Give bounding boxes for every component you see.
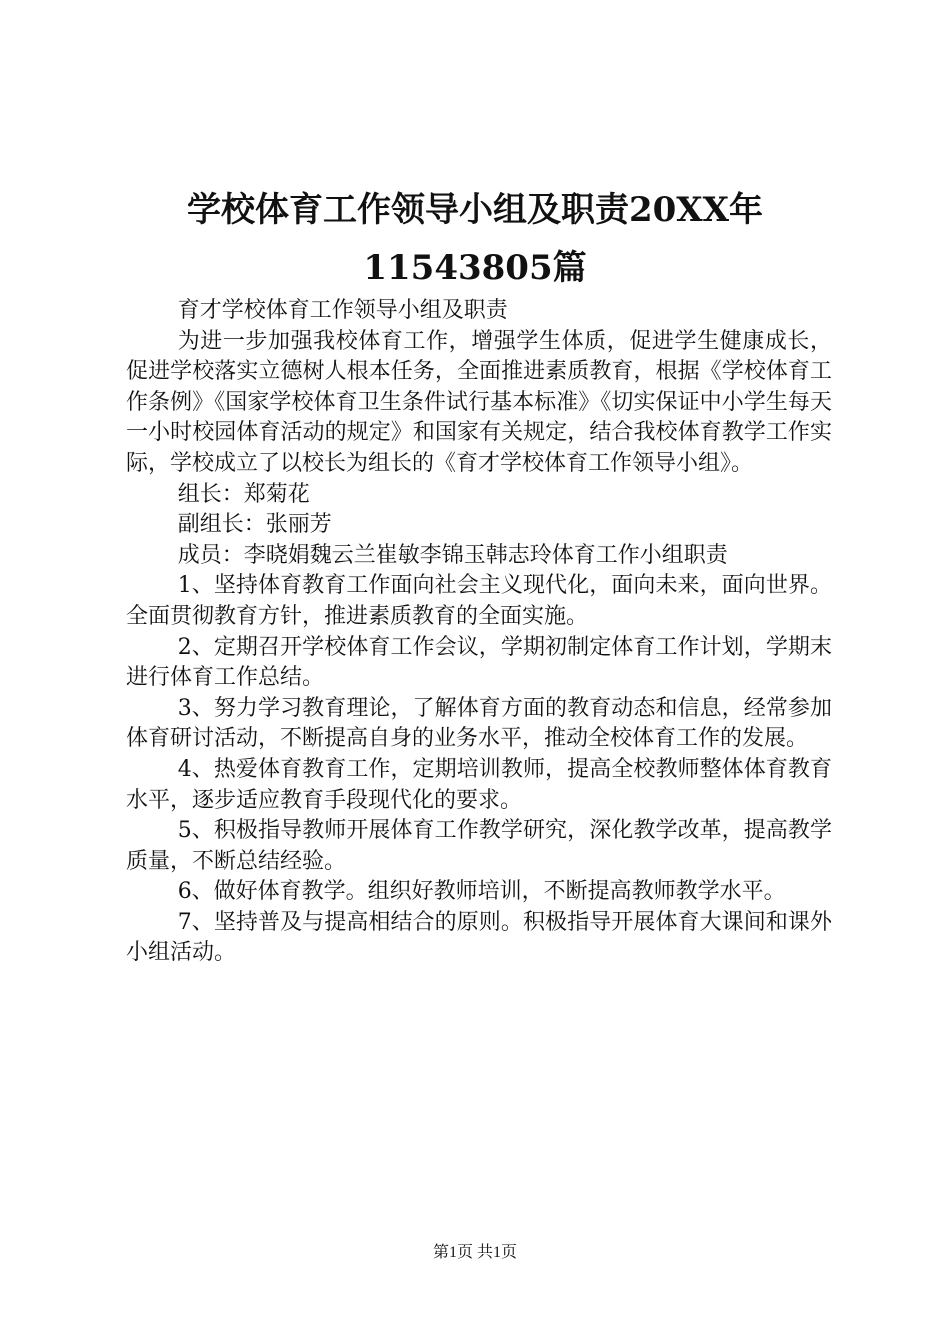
paragraph-duty-3: 3、努力学习教育理论，了解体育方面的教育动态和信息，经常参加体育研讨活动，不断提高自身的业务水平，推动全校体育工作的发展。 [126,695,832,752]
paragraph-heading: 育才学校体育工作领导小组及职责 [177,298,508,323]
paragraph-duty-4: 4、热爱体育教育工作，定期培训教师，提高全校教师整体体育教育水平，逐步适应教育手段现代化的要求。 [126,756,832,813]
paragraph-intro: 为进一步加强我校体育工作，增强学生体质，促进学生健康成长，促进学校落实立德树人根本任务，全面推进素质教育，根据《学校体育工作条例》《国家学校体育卫生条件试行基本标准》《切实保证中小学生每天一小时校园体育活动的规定》和国家有关规定，结合我校体育教学工作实际，学校成立了以校长为组长的《育才学校体育工作领导小组》。 [126,328,832,476]
paragraph-deputy-leader: 副组长：张丽芳 [177,512,332,538]
paragraph-members: 成员：李晓娟魏云兰崔敏李锦玉韩志玲体育工作小组职责 [177,542,728,568]
paragraph-duty-7: 7、坚持普及与提高相结合的原则。积极指导开展体育大课间和课外小组活动。 [126,909,832,966]
document-title-line-1: 学校体育工作领导小组及职责20XX年 [186,190,764,230]
document-title-line-2: 11543805篇 [363,248,587,288]
paragraph-duty-1: 1、坚持体育教育工作面向社会主义现代化，面向未来，面向世界。全面贯彻教育方针，推进素质教育的全面实施。 [126,573,832,629]
paragraph-duty-5: 5、积极指导教师开展体育工作教学研究，深化教学改革，提高教学质量，不断总结经验。 [126,818,832,874]
paragraph-leader: 组长：郑菊花 [177,481,310,507]
document-body [126,296,832,969]
paragraph-duty-2: 2、定期召开学校体育工作会议，学期初制定体育工作计划，学期末进行体育工作总结。 [126,634,832,691]
page-footer: 第1页 共1页 [432,1244,517,1261]
paragraph-duty-6: 6、做好体育教学。组织好教师培训，不断提高教师教学水平。 [177,879,786,905]
